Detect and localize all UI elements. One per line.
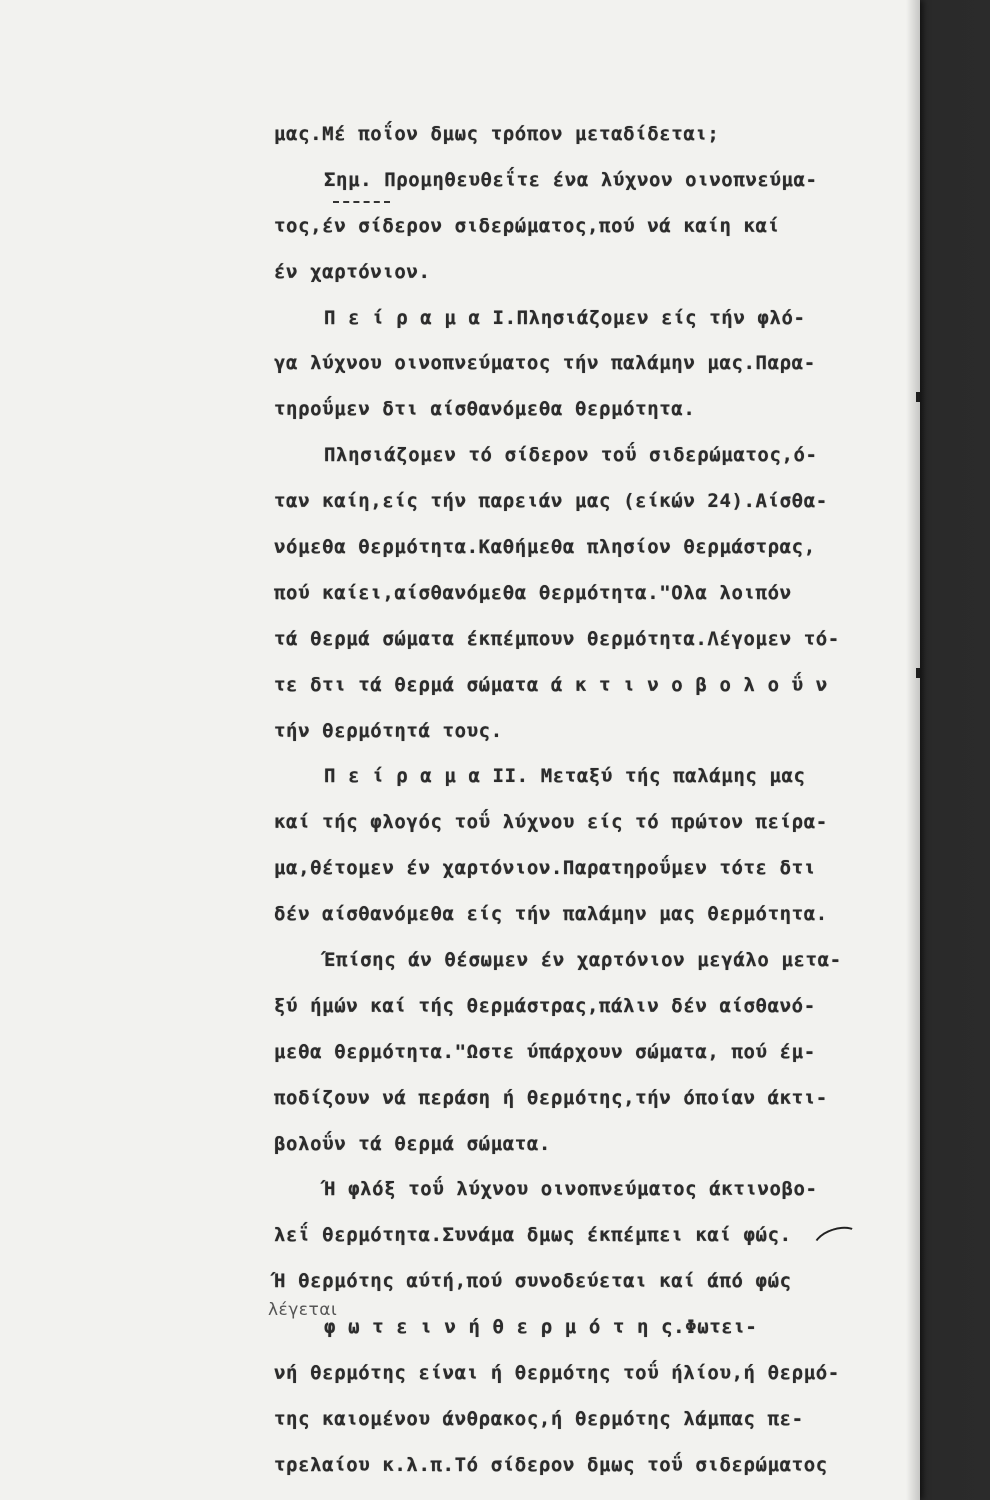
text-line: μεθα θερμότητα."Ωστε ύπάρχουν σώματα, πού έμ-	[274, 1040, 816, 1063]
text-line: πού καίει,αίσθανόμεθα θερμότητα."Ολα λοιπόν	[274, 581, 792, 604]
text-line: τά θερμά σώματα έκπέμπουν θερμότητα.Λέγομεν τό-	[274, 627, 840, 650]
text-line: Σημ. Προμηθευθεΐτε ένα λύχνον οινοπνεύμα-	[324, 168, 818, 191]
handwritten-margin-note: λέγεται	[268, 1300, 338, 1320]
text-line: μα,θέτομεν έν χαρτόνιον.Παρατηροΰμεν τότε δτι	[274, 857, 816, 880]
text-line: Π ε ί ρ α μ α ΙΙ. Μεταξύ τής παλάμης μας	[324, 765, 806, 788]
margin-tick-mark	[916, 392, 920, 402]
text-line: έν χαρτόνιον.	[274, 260, 431, 283]
text-line: Πλησιάζομεν τό σίδερον τοΰ σιδερώματος,ό-	[324, 444, 818, 467]
text-line: ταν καίη,είς τήν παρειάν μας (είκών 24).Αίσθα-	[274, 490, 828, 513]
text-line: γα λύχνου οινοπνεύματος τήν παλάμην μας.Παρα-	[274, 352, 816, 375]
text-line: Ή θερμότης αύτή,πού συνοδεύεται καί άπό φώς	[274, 1270, 792, 1293]
text-line: της καιομένου άνθρακος,ή θερμότης λάμπας πε-	[274, 1407, 804, 1430]
margin-tick-mark	[916, 668, 920, 678]
text-line: τρελαίου κ.λ.π.Τό σίδερον δμως τοΰ σιδερώματος	[274, 1453, 828, 1476]
text-line: δέν αίσθανόμεθα είς τήν παλάμην μας θερμότητα.	[274, 903, 828, 926]
text-line: νόμεθα θερμότητα.Καθήμεθα πλησίον θερμάστρας,	[274, 536, 816, 559]
text-line: τε δτι τά θερμά σώματα ά κ τ ι ν ο β ο λ ο ΰ ν	[274, 673, 828, 696]
text-line: καί τής φλογός τοΰ λύχνου είς τό πρώτον πείρα-	[274, 811, 828, 834]
text-line: τήν θερμότητά τους.	[274, 719, 503, 742]
text-line: ποδίζουν νά περάση ή θερμότης,τήν όποίαν άκτι-	[274, 1086, 828, 1109]
text-line: Ή φλόξ τοΰ λύχνου οινοπνεύματος άκτινοβο-	[324, 1178, 818, 1201]
text-line: βολοΰν τά θερμά σώματα.	[274, 1132, 551, 1155]
text-line: τηροΰμεν δτι αίσθανόμεθα θερμότητα.	[274, 398, 696, 421]
text-line: τος,έν σίδερον σιδερώματος,πού νά καίη καί	[274, 214, 780, 237]
text-line: μας.Μέ ποΐον δμως τρόπον μεταδίδεται;	[274, 123, 720, 145]
text-line: λεΐ θερμότητα.Συνάμα δμως έκπέμπει καί φώς.	[274, 1224, 792, 1247]
text-line: νή θερμότης είναι ή θερμότης τοΰ ήλίου,ή θερμό-	[274, 1362, 840, 1385]
text-line: φ ω τ ε ι ν ή θ ε ρ μ ό τ η ς.Φωτει-	[324, 1316, 758, 1339]
text-line: Π ε ί ρ α μ α Ι.Πλησιάζομεν είς τήν φλό-	[324, 306, 806, 329]
text-line: ξύ ήμών καί τής θερμάστρας,πάλιν δέν αίσθανό-	[274, 994, 816, 1017]
text-line: Έπίσης άν θέσωμεν έν χαρτόνιον μεγάλο μετα-	[324, 949, 842, 972]
text-block	[274, 112, 914, 1489]
